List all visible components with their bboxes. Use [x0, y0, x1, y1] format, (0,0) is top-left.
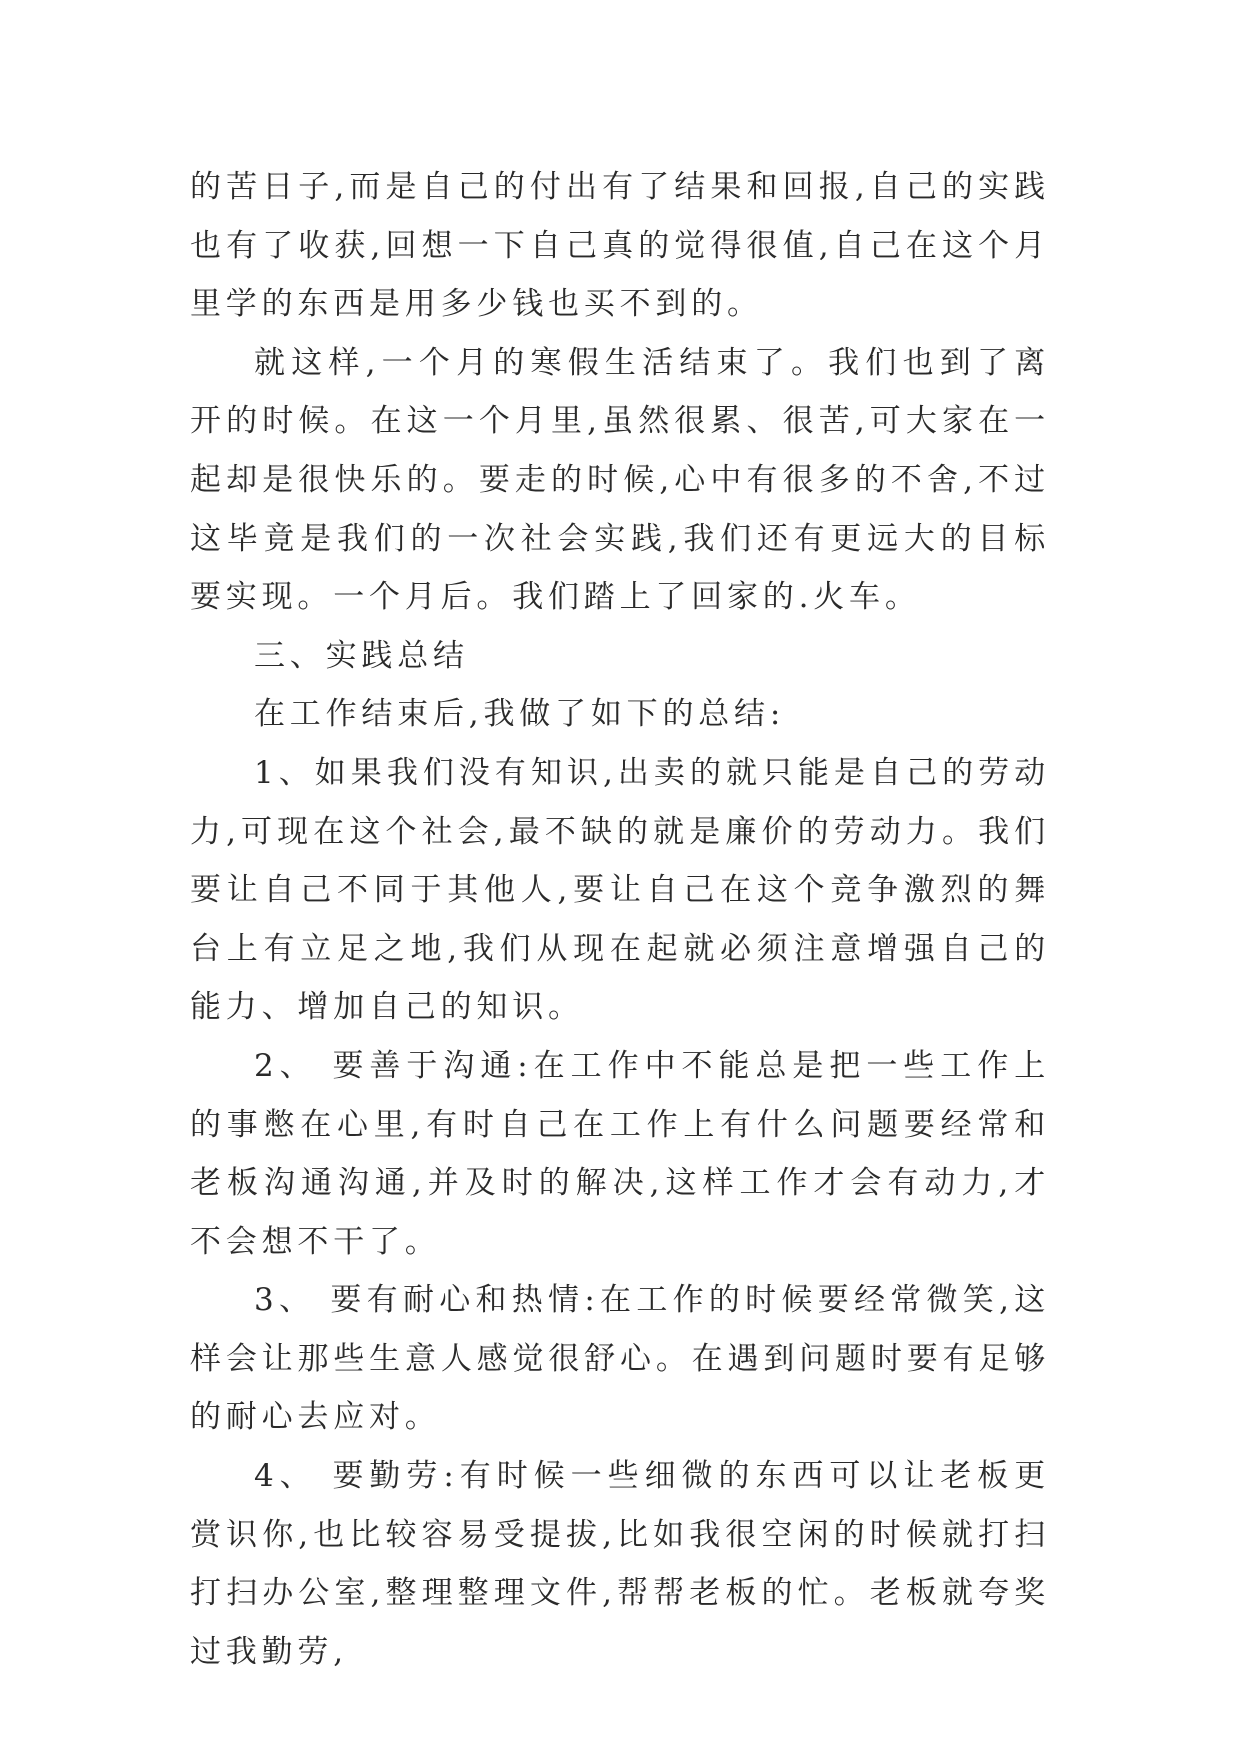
list-item-patience: 3、 要有耐心和热情:在工作的时候要经常微笑,这样会让那些生意人感觉很舒心。在遇到问题时要有足够的耐心去应对。 [190, 1282, 1050, 1436]
section-heading-practice-summary: 三、实践总结 [254, 637, 469, 674]
paragraph-summary-intro: 在工作结束后,我做了如下的总结: [254, 696, 786, 733]
list-item-diligence: 4、 要勤劳:有时候一些细微的东西可以让老板更赏识你,也比较容易受提拔,比如我很空闲的时候就打扫打扫办公室,整理整理文件,帮帮老板的忙。老板就夸奖过我勤劳, [190, 1458, 1050, 1670]
paragraph-continuation: 的苦日子,而是自己的付出有了结果和回报,自己的实践也有了收获,回想一下自己真的觉得很值,自己在这个月里学的东西是用多少钱也买不到的。 [190, 169, 1050, 323]
paragraph-winter-break-end: 就这样,一个月的寒假生活结束了。我们也到了离开的时候。在这一个月里,虽然很累、很苦,可大家在一起却是很快乐的。要走的时候,心中有很多的不舍,不过这毕竟是我们的一次社会实践,我们还有更远大的目标要实现。一个月后。我们踏上了回家的.火车。 [190, 344, 1050, 616]
document-body [190, 158, 1050, 1681]
list-item-communication: 2、 要善于沟通:在工作中不能总是把一些工作上的事憋在心里,有时自己在工作上有什么问题要经常和老板沟通沟通,并及时的解决,这样工作才会有动力,才不会想不干了。 [190, 1047, 1050, 1260]
list-item-knowledge: 1、如果我们没有知识,出卖的就只能是自己的劳动力,可现在这个社会,最不缺的就是廉价的劳动力。我们要让自己不同于其他人,要让自己在这个竞争激烈的舞台上有立足之地,我们从现在起就必须注意增强自己的能力、增加自己的知识。 [190, 754, 1050, 1026]
